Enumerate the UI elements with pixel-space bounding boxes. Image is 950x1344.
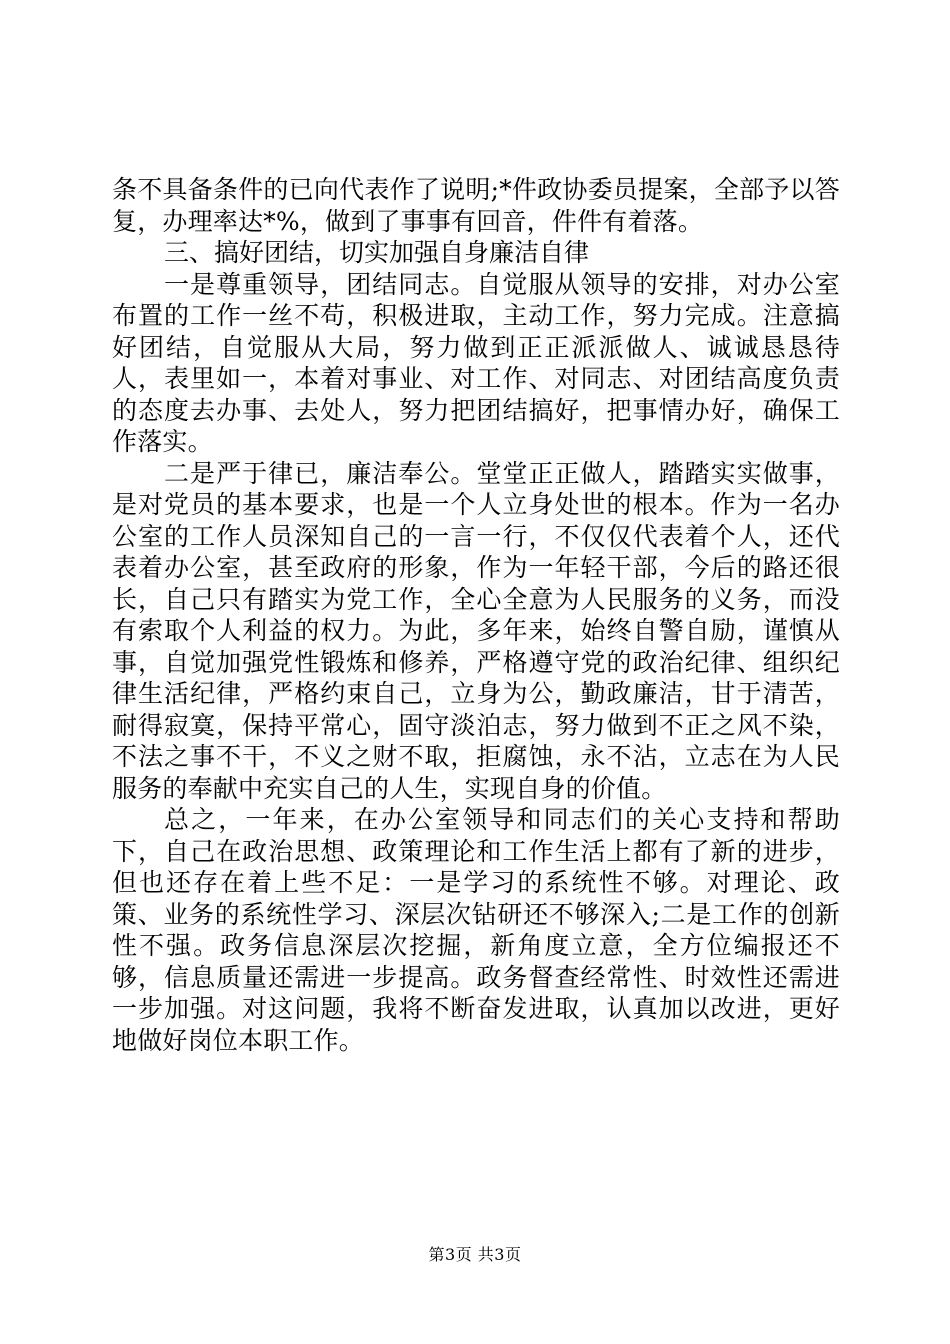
section-heading: 三、搞好团结，切实加强自身廉洁自律 xyxy=(164,238,590,267)
page-number-footer: 第3页 共3页 xyxy=(428,1245,522,1264)
paragraph-summary: 总之，一年来，在办公室领导和同志们的关心支持和帮助下，自己在政治思想、政策理论和工作生活上都有了新的进步，但也还存在着上些不足：一是学习的系统性不够。对理论、政策、业务的系统性学习、深层次钻研还不够深入;二是工作的创新性不强。政务信息深层次挖掘，新角度立意，全方位编报还不够，信息质量还需进一步提高。政务督查经常性、时效性还需进一步加强。对这问题，我将不断奋发进取，认真加以改进，更好地做好岗位本职工作。 xyxy=(112,805,840,1055)
paragraph-continuation: 条不具备条件的已向代表作了说明;*件政协委员提案，全部予以答复，办理率达*%，做到了事事有回音，件件有着落。 xyxy=(112,175,840,236)
document-body xyxy=(112,174,840,1056)
paragraph-respect-leadership: 一是尊重领导，团结同志。自觉服从领导的安排，对办公室布置的工作一丝不苟，积极进取，主动工作，努力完成。注意搞好团结，自觉服从大局，努力做到正正派派做人、诚诚恳恳待人，表里如一，本着对事业、对工作、对同志、对团结高度负责的态度去办事、去处人，努力把团结搞好，把事情办好，确保工作落实。 xyxy=(112,269,840,456)
paragraph-self-discipline: 二是严于律已，廉洁奉公。堂堂正正做人，踏踏实实做事，是对党员的基本要求，也是一个人立身处世的根本。作为一名办公室的工作人员深知自己的一言一行，不仅仅代表着个人，还代表着办公室，甚至政府的形象，作为一年轻干部，今后的路还很长，自己只有踏实为党工作，全心全意为人民服务的义务，而没有索取个人利益的权力。为此，多年来，始终自警自励，谨慎从事，自觉加强党性锻炼和修养，严格遵守党的政治纪律、组织纪律生活纪律，严格约束自己，立身为公，勤政廉洁，甘于清苦，耐得寂寞，保持平常心，固守淡泊志，努力做到不正之风不染，不法之事不干，不义之财不取，拒腐蚀，永不沾，立志在为人民服务的奉献中充实自己的人生，实现自身的价值。 xyxy=(112,458,840,803)
